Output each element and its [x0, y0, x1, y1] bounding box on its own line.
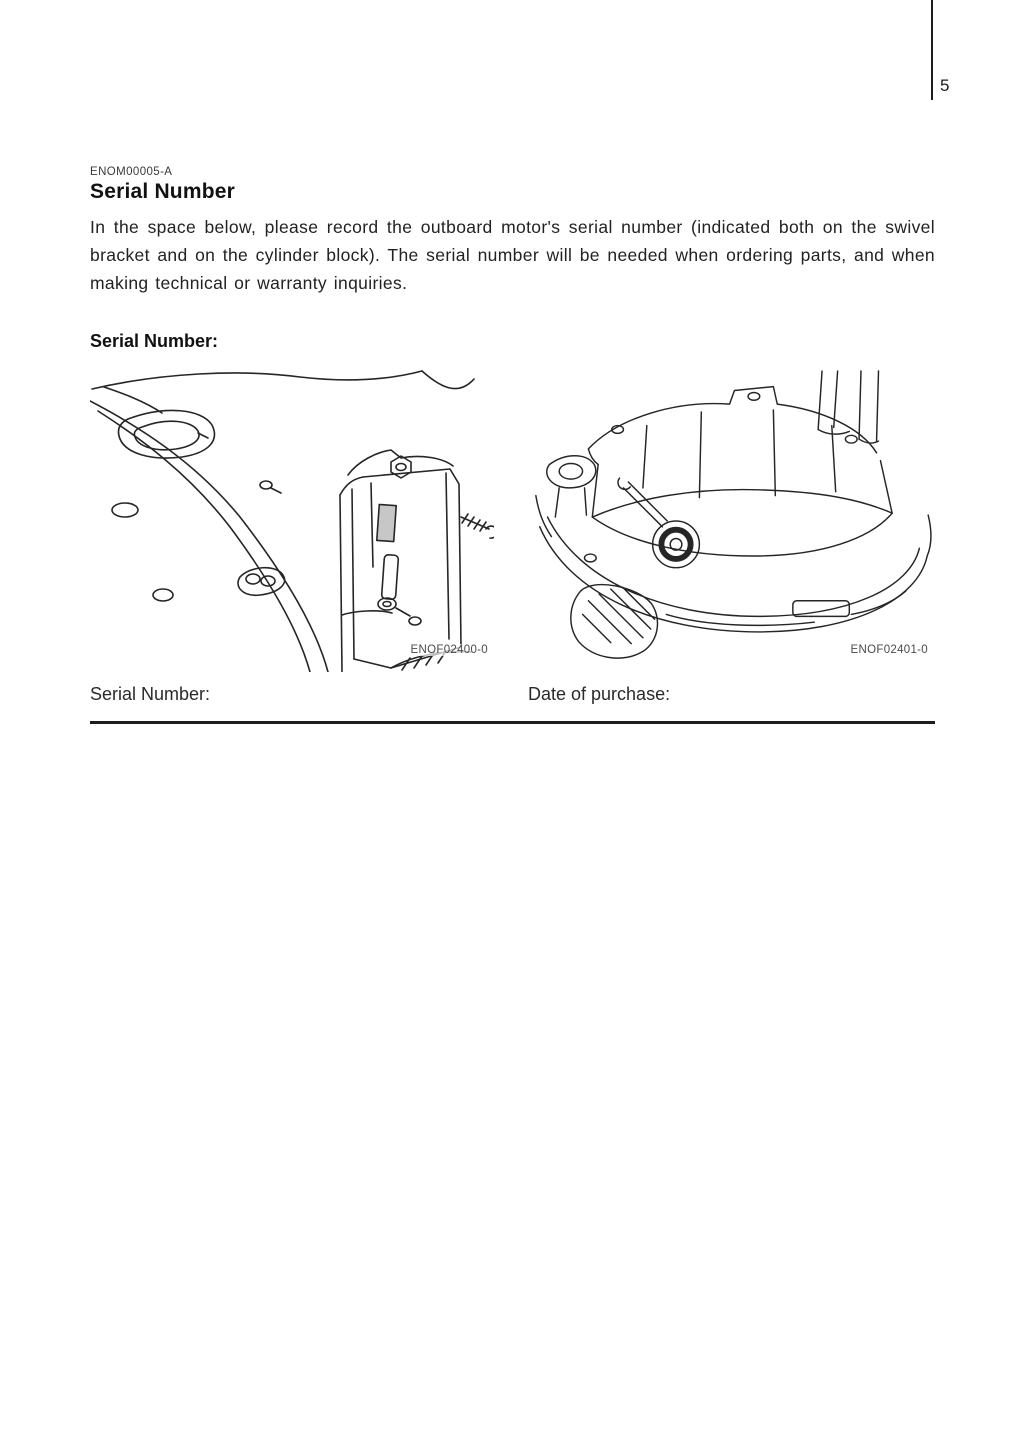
page-corner-rule [931, 0, 933, 100]
body-paragraph: In the space below, please record the outboard motor's serial number (indicated both on the swivel bracket and on the cylinder block). The serial number will be needed when ordering parts, and when making technical or warranty inquiries. [90, 217, 935, 293]
figure-swivel-bracket [90, 367, 494, 672]
section-code: ENOM00005-A [90, 166, 173, 178]
section-divider [90, 721, 935, 724]
figure-code: ENOF02400-0 [410, 644, 488, 656]
figure-cylinder-block [530, 367, 934, 672]
swivel-bracket-drawing [90, 367, 494, 672]
manual-page-content [90, 166, 935, 724]
record-fields-row [90, 684, 935, 705]
figure-row [90, 367, 935, 672]
serial-number-subheading: Serial Number: [90, 331, 219, 351]
page-number: 5 [940, 76, 950, 95]
figure-code: ENOF02401-0 [850, 644, 928, 656]
serial-number-field-label: Serial Number: [90, 684, 211, 704]
cylinder-block-drawing [530, 367, 934, 672]
page-title: Serial Number [90, 180, 235, 203]
date-of-purchase-field-label: Date of purchase: [528, 684, 671, 704]
